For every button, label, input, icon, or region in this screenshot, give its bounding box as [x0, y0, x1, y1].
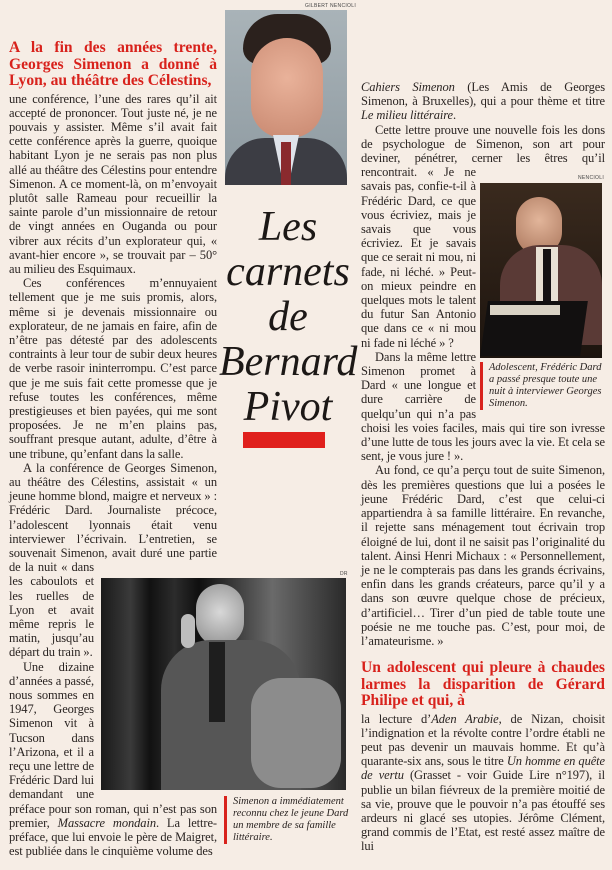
paragraph: Cahiers Simenon (Les Amis de Georges Simenon, à Bruxelles), qui a pour thème et titre Le milieu littéraire. [361, 80, 605, 123]
paragraph: Dans la même lettre Simenon promet à Dard « une longue et dure carrière de quelqu’un qui n’a pas choisi les voies faciles, mais qui tire son ivresse d’une lutte de tous les jours avec la vie. Et cela se sent, je vous jure ! ». [361, 349, 605, 464]
title-red-bar [243, 432, 325, 448]
paragraph: Ces conférences m’ennuyaient tellement que je me suis promis, alors, même si je devenais missionnaire ou explorateur, de ne jamais en faire, afin de n’être pas détesté par des adolescents contraints à leur tour de subir deux heures de verbe rasoir ininterrompu. C’est parce que je me suis fait cette promesse que je refuse toutes les conférences, même prestigieuses et bien payées, qui me sont proposées. Je ne m’en plains pas, souffrant presque autant, adulte, d’être à une tribune, qu’enfant dans la salle. [9, 276, 217, 461]
photo-georges-simenon [101, 578, 346, 790]
paragraph: Une dizaine d’années a passé, nous sommes en 1947, Georges Simenon vit à Tucson dans l’Arizona, et il a reçu une lettre de Frédéric Dard lui demandant une préface pour son roman, qui n’est pas son premier, Massacre mondain. La lettre-préface, que lui envoie le père de Maigret, est publiée dans le cinquième volume des [9, 659, 217, 859]
photo-credit: NENCIOLI [578, 175, 605, 181]
photo-credit: DR [340, 571, 348, 577]
caption-right-photo: Adolescent, Frédéric Dard a passé presque toute une nuit à interviewer Georges Simenon. [480, 362, 605, 410]
book-title: Massacre mondain [57, 815, 156, 830]
paragraph: la lecture d’Aden Arabie, de Nizan, choisit l’indignation et la révolte contre l’ordre établi ne peut pas devenir un mauvais homme. Et qu’à quarante-six ans, sous le titre Un homme en quête de vertu (Grasset - voir Guide Lire n°197), il publie un bilan fiévreux de la première moitié de sa vie, prouve que le pouvoir n’a pas étouffé ses ardeurs ni glacé ses utopies. Jérôme Clément, grand commis de l’Etat, est resté assez maître de lui [361, 711, 606, 854]
right-heading: Un adolescent qui pleure à chaudes larmes la disparition de Gérard Philipe et qui, à [361, 659, 605, 710]
caption-bottom-photo: Simenon a immédiatement reconnu chez le jeune Dard un membre de sa famille littéraire. [224, 796, 351, 844]
paragraph: Cette lettre prouve une nouvelle fois les dons de psychologue de Simenon, son art pour deviner, pénétrer, cerner les êtres qu’il rencontrait. « Je ne savais pas, confie-t-il à Frédéric Dard, ce que vous écriviez, mais je savais que vous écriviez. Et je savais que ce serait ni mou, ni fade, ni léché. » Peut-on mieux peindre en quelques mots le talent du futur San Antonio que dans ce « ni mou ni fade ni léché » ? [361, 122, 605, 350]
paragraph: Au fond, ce qu’a perçu tout de suite Simenon, dès les premières questions que lui a posées le jeune Frédéric Dard, c’est que celui-ci appartiendra à sa famille littéraire. En revanche, il rejette sans ménagement tout écrivain trop éloigné de lui, dont il ne saisit pas l’originalité du talent. Ainsi Henri Michaux : « Personnellement, je ne le compterais pas dans les grands écrivains, enfin dans les grands créateurs, parce qu’il y a dans son œuvre quelque chose de précieux, d’artificiel… Tirer d’un pied de table toute une poésie ne me touche pas. C’est, pour moi, de l’amateurisme. » [361, 463, 605, 648]
photo-frederic-dard [480, 183, 602, 358]
paragraph: A la conférence de Georges Simenon, au théâtre des Célestins, assistait « un jeune homme blond, maigre et nerveux » : Frédéric Dard. Journaliste précoce, l’adolescent lyonnais était venu interviewer l’écrivain. L’entretien, se souvenait Simenon, avait duré une partie de la nuit « dans les caboulots et les ruelles de Lyon et avait même repris le matin, jusqu’au départ du train ». [9, 460, 217, 660]
paragraph: une conférence, l’une des rares qu’il ait accepté de prononcer. Tout juste né, je ne pouvais y assister. Même s’il avait fait cette conférence après la guerre, quoique habitant Lyon je ne serais pas non plus allé au théâtre des Célestins pour entendre Simenon. A ce moment-là, on m’envoyait plutôt salle Rameau pour recueillir la sainte parole d’un missionnaire de retour de vingt années en Ouganda ou pour vibrer aux récits d’un explorateur qui, « avant-hier encore », se trouvait par – 50° au milieu des Esquimaux. [9, 91, 217, 276]
portrait-photo-pivot [225, 10, 347, 185]
photo-credit: GILBERT NENCIOLI [305, 3, 357, 9]
left-heading: A la fin des années trente, Georges Simenon a donné à Lyon, au théâtre des Célestins, [9, 39, 217, 89]
page-title: Les carnets de Bernard Pivot [219, 204, 358, 430]
